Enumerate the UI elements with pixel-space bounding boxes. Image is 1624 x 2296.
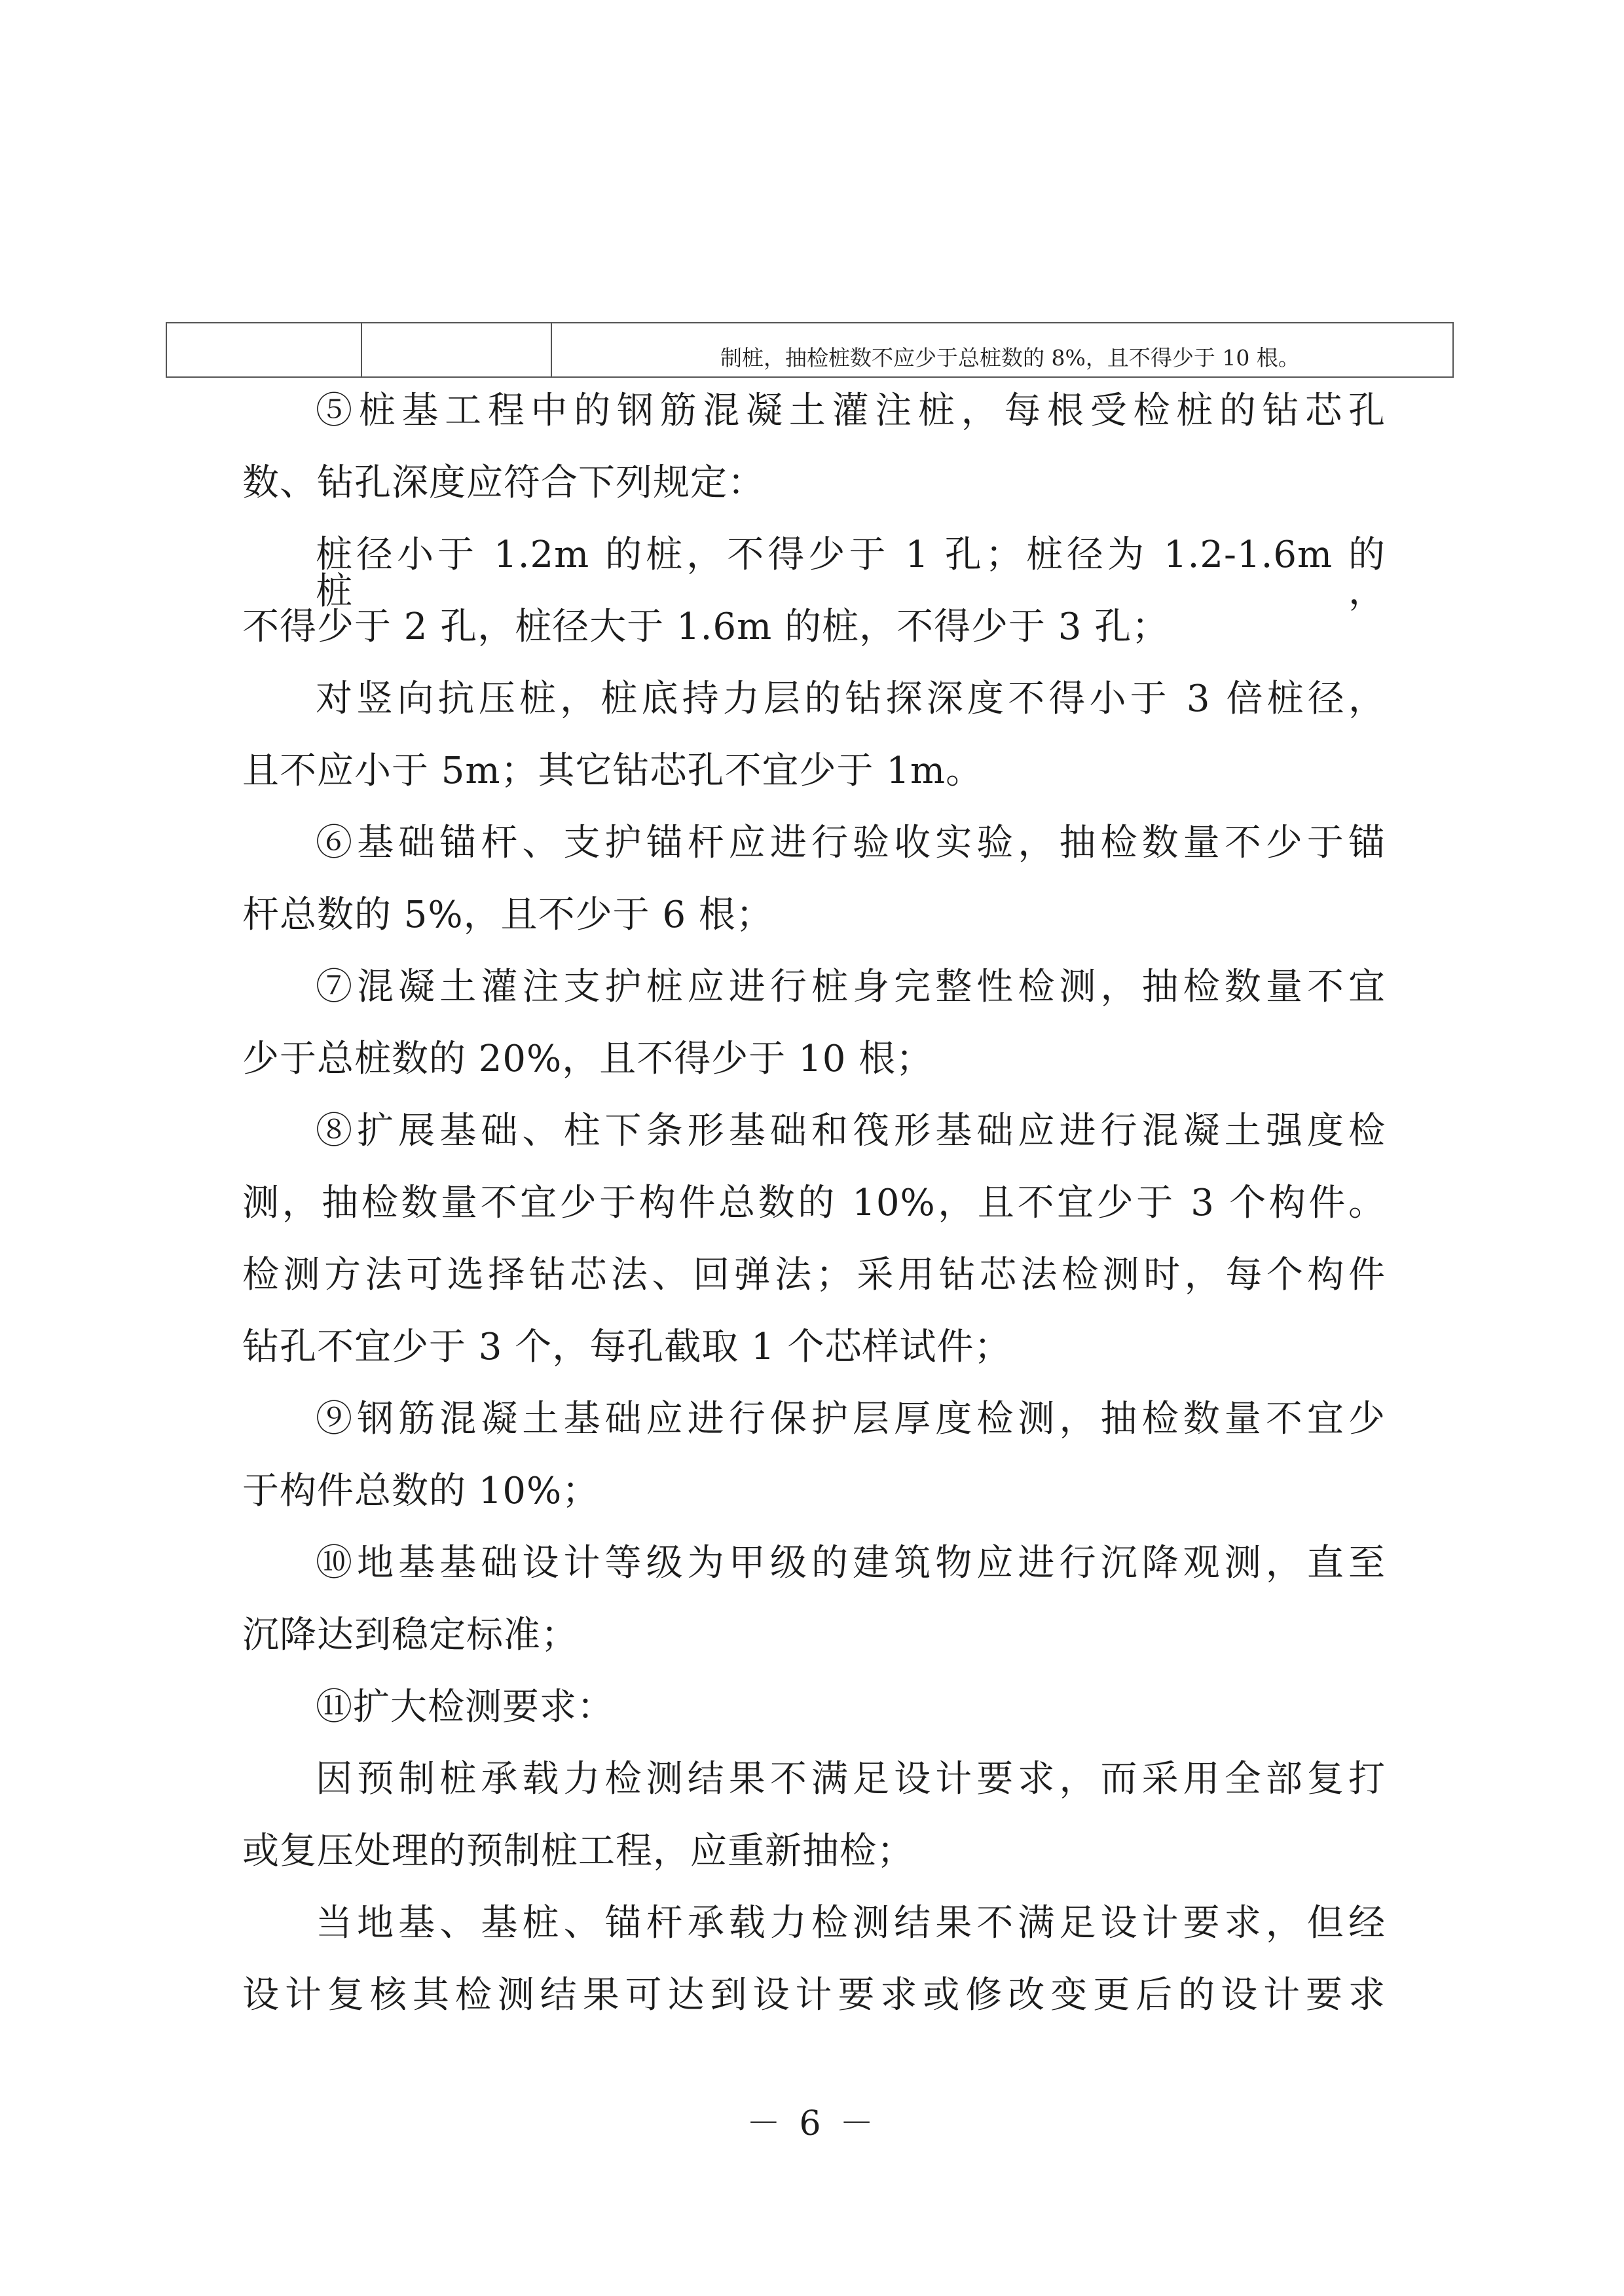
text-line: 且不应小于 5m；其它钻芯孔不宜少于 1m。 xyxy=(242,750,984,792)
table-fragment xyxy=(166,322,1454,378)
text-line: 钻孔不宜少于 3 个，每孔截取 1 个芯样试件； xyxy=(242,1326,1012,1368)
text-line: 数、钻孔深度应符合下列规定： xyxy=(242,462,765,504)
text-line: 沉降达到稳定标准； xyxy=(242,1614,578,1656)
text-line: 当地基、基桩、锚杆承载力检测结果不满足设计要求，但经 xyxy=(316,1902,1386,1944)
text-line: 于构件总数的 10%； xyxy=(242,1470,600,1512)
text-line: 设计复核其检测结果可达到设计要求或修改变更后的设计要求 xyxy=(242,1974,1386,2016)
text-line: ⑪扩大检测要求： xyxy=(316,1686,614,1728)
text-line: ⑦混凝土灌注支护桩应进行桩身完整性检测，抽检数量不宜 xyxy=(316,966,1386,1008)
text-line: 因预制桩承载力检测结果不满足设计要求，而采用全部复打 xyxy=(316,1758,1386,1800)
text-line: ⑤桩基工程中的钢筋混凝土灌注桩，每根受检桩的钻芯孔 xyxy=(316,390,1386,432)
text-line: 不得少于 2 孔，桩径大于 1.6m 的桩，不得少于 3 孔； xyxy=(242,606,1170,648)
page-number: － 6 － xyxy=(746,2104,878,2143)
text-line: 检测方法可选择钻芯法、回弹法；采用钻芯法检测时，每个构件 xyxy=(242,1254,1386,1296)
table-cell-2 xyxy=(362,323,552,376)
text-line: 少于总桩数的 20%，且不得少于 10 根； xyxy=(242,1038,934,1080)
text-line: 杆总数的 5%，且不少于 6 根； xyxy=(242,894,773,936)
text-line: 测，抽检数量不宜少于构件总数的 10%，且不宜少于 3 个构件。 xyxy=(242,1182,1386,1224)
table-cell-3: 制桩，抽检桩数不应少于总桩数的 8%，且不得少于 10 根。 xyxy=(720,345,1300,371)
text-line: ⑧扩展基础、柱下条形基础和筏形基础应进行混凝土强度检 xyxy=(316,1110,1386,1152)
text-line: 或复压处理的预制桩工程，应重新抽检； xyxy=(242,1830,914,1872)
text-line: 桩径小于 1.2m 的桩，不得少于 1 孔；桩径为 1.2-1.6m 的桩， xyxy=(316,534,1386,613)
text-line: ⑩地基基础设计等级为甲级的建筑物应进行沉降观测，直至 xyxy=(316,1542,1386,1584)
text-line: 对竖向抗压桩，桩底持力层的钻探深度不得小于 3 倍桩径， xyxy=(316,678,1386,720)
text-line: ⑨钢筋混凝土基础应进行保护层厚度检测，抽检数量不宜少 xyxy=(316,1398,1386,1440)
text-line: ⑥基础锚杆、支护锚杆应进行验收实验，抽检数量不少于锚 xyxy=(316,822,1386,864)
table-cell-1 xyxy=(167,323,362,376)
